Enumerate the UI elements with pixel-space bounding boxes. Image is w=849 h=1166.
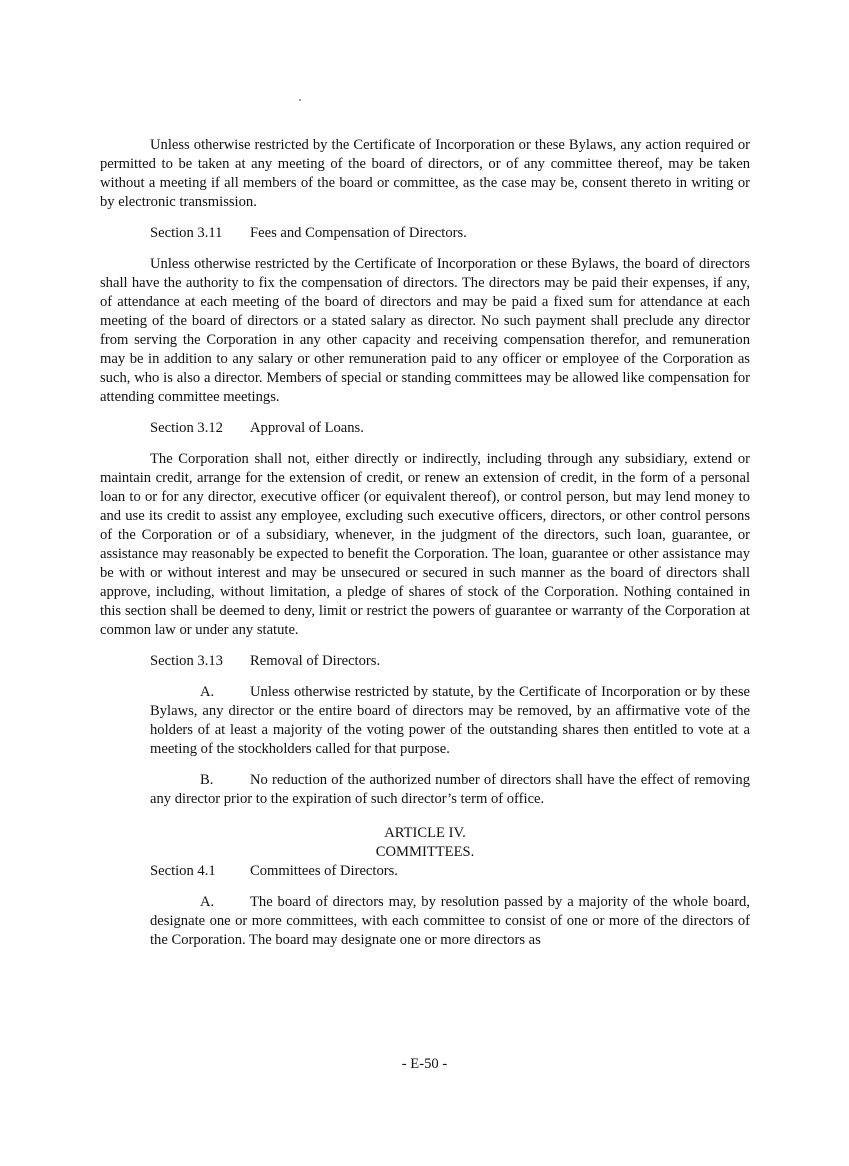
subparagraph-removal-a (150, 683, 750, 759)
section-title: Approval of Loans. (250, 420, 364, 436)
body-text (100, 136, 750, 950)
section-title: Fees and Compensation of Directors. (250, 225, 467, 241)
section-heading-4-1 (100, 862, 750, 881)
paragraph-written-consent: Unless otherwise restricted by the Certificate of Incorporation or these Bylaws, any action required or permitted to be taken at any meeting of the board of directors, or of any committee thereof, may be taken without a meeting if all members of the board or committee, as the case may be, consent thereto in writing or by electronic transmission. (100, 137, 750, 210)
section-number: Section 3.11 (150, 225, 223, 241)
subparagraph-letter: B. (200, 772, 214, 788)
stray-dot (299, 99, 301, 101)
section-heading-3-11 (100, 224, 750, 243)
section-title: Committees of Directors. (250, 863, 398, 879)
subparagraph-letter: A. (200, 894, 215, 910)
page-number: - E-50 - (401, 1056, 448, 1072)
paragraph-fees-compensation: Unless otherwise restricted by the Certificate of Incorporation or these Bylaws, the board of directors shall have the authority to fix the compensation of directors. The directors may be paid their expenses, if any, of attendance at each meeting of the board of directors and may be paid a fixed sum for attendance at each meeting of the board of directors or a stated salary as director. No such payment shall preclude any director from serving the Corporation in any other capacity and receiving compensation therefor, and remuneration may be in addition to any salary or other remuneration paid to any officer or employee of the Corporation as such, who is also a director. Members of special or standing committees may be allowed like compensation for attending committee meetings. (100, 256, 750, 405)
section-number: Section 3.12 (150, 420, 223, 436)
subparagraph-text: Unless otherwise restricted by statute, by the Certificate of Incorporation or by these Bylaws, any director or the entire board of directors may be removed, by an affirmative vote of the holders of at least a majority of the voting power of the outstanding shares then entitled to vote at a meeting of the stockholders called for that purpose. (150, 684, 750, 757)
section-title: Removal of Directors. (250, 653, 381, 669)
subparagraph-text: No reduction of the authorized number of directors shall have the effect of removing any director prior to the expiration of such director’s term of office. (150, 772, 750, 807)
article-title: COMMITTEES. (375, 844, 475, 860)
paragraph-approval-of-loans: The Corporation shall not, either directly or indirectly, including through any subsidiary, extend or maintain credit, arrange for the extension of credit, or renew an extension of credit, in the form of a personal loan to or for any director, executive officer (or equivalent thereof), or control person, but may lend money to and use its credit to assist any employee, excluding such executive officers, directors, or other control persons of the Corporation or of a subsidiary, whenever, in the judgment of the directors, such loan, guarantee, or assistance may reasonably be expected to benefit the Corporation. The loan, guarantee or other assistance may be with or without interest and may be unsecured or secured in such manner as the board of directors shall approve, including, without limitation, a pledge of shares of stock of the Corporation. Nothing contained in this section shall be deemed to deny, limit or restrict the powers of guarantee or warranty of the Corporation at common law or under any statute. (100, 451, 750, 638)
subparagraph-committees-a (150, 893, 750, 950)
section-number: Section 3.13 (150, 653, 223, 669)
section-heading-3-12 (100, 419, 750, 438)
section-heading-3-13 (100, 652, 750, 671)
subparagraph-text: The board of directors may, by resolution passed by a majority of the whole board, designate one or more committees, with each committee to consist of one or more of the directors of the Corporation. The board may designate one or more directors as (150, 894, 750, 948)
article-number: ARTICLE IV. (384, 825, 466, 841)
subparagraph-removal-b (150, 771, 750, 809)
section-number: Section 4.1 (150, 863, 216, 879)
subparagraph-letter: A. (200, 684, 215, 700)
